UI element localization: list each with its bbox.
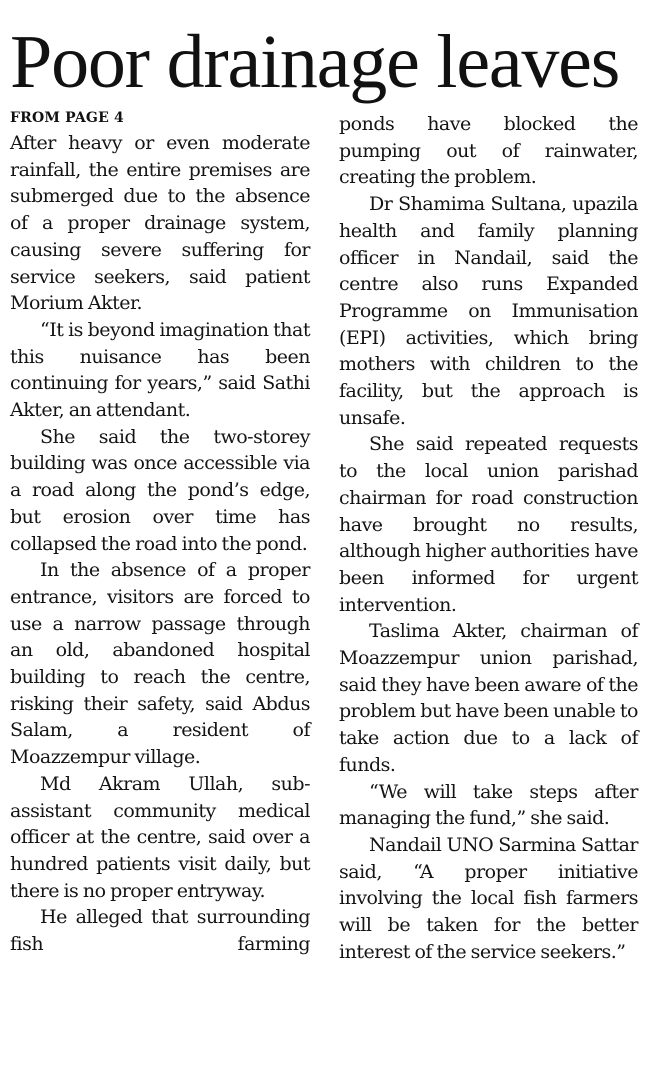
left-column — [10, 110, 310, 958]
paragraph: Nandail UNO Sarmina Sattar said, “A proper initiative involving the local fish farmers will be taken for the better interest of the service seekers.” — [339, 833, 638, 963]
continuation-kicker: FROM PAGE 4 — [10, 110, 124, 126]
paragraph: Md Akram Ullah, sub-assistant community medical officer at the centre, said over a hundred patients visit daily, but there is no proper entryway. — [10, 772, 310, 902]
paragraph: ponds have blocked the pumping out of rainwater, creating the problem. — [339, 113, 638, 189]
paragraph: “It is beyond imagination that this nuisance has been continuing for years,” said Sathi Akter, an attendant. — [10, 318, 310, 422]
paragraph: Taslima Akter, chairman of Moazzempur union parishad, said they have been aware of the problem but have been unable to take action due to a lack of funds. — [339, 620, 638, 776]
paragraph: “We will take steps after managing the fund,” she said. — [339, 780, 638, 830]
right-column — [339, 111, 638, 966]
paragraph: She said the two-storey building was once accessible via a road along the pond’s edge, but erosion over time has collapsed the road into the pond. — [10, 425, 310, 555]
paragraph: After heavy or even moderate rainfall, the entire premises are submerged due to the absence of a proper drainage system, causing severe suffering for service seekers, said patient Morium Akter. — [10, 132, 310, 315]
headline: Poor drainage leaves — [10, 20, 620, 104]
paragraph: Dr Shamima Sultana, upazila health and family planning officer in Nandail, said the centre also runs Expanded Programme on Immunisation (EPI) activities, which bring mothers with children to the facility, but the approach is unsafe. — [339, 193, 638, 429]
paragraph: He alleged that surrounding fish farming — [10, 906, 310, 956]
paragraph: In the absence of a proper entrance, visitors are forced to use a narrow passage through an old, abandoned hospital building to reach the centre, risking their safety, said Abdus Salam, a resident of Moazzempur village. — [10, 559, 310, 769]
paragraph: She said repeated requests to the local union parishad chairman for road construction have brought no results, although higher authorities have been informed for urgent intervention. — [339, 433, 638, 616]
